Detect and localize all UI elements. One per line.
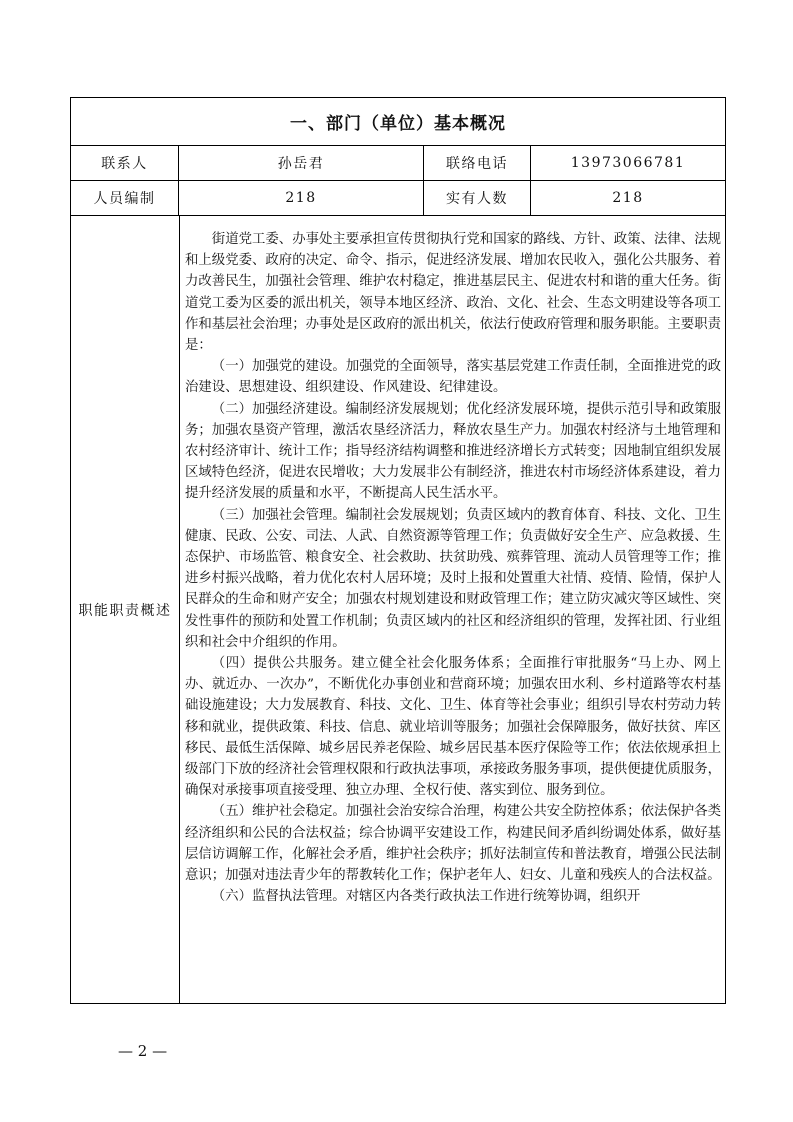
duties-paragraph: 街道党工委、办事处主要承担宣传贯彻执行党和国家的路线、方针、政策、法律、法规和上级党委、政府的决定、命令、指示，促进经济发展、增加农民收入，强化公共服务、着力改善民生，加强社会管理、维护农村稳定，推进基层民主、促进农村和谐的重大任务。街道党工委为区委的派出机关，领导本地区经济、政治、文化、社会、生态文明建设等各项工作和基层社会治理；办事处是区政府的派出机关，依法行使政府管理和服务职能。主要职责是： — [185, 232, 721, 354]
contact-row — [71, 146, 725, 181]
duties-label: 职能职责概述 — [71, 216, 180, 1003]
staff-value: 218 — [179, 181, 424, 215]
contact-value: 孙岳君 — [179, 146, 424, 180]
contact-label: 联系人 — [71, 146, 179, 180]
info-table — [70, 97, 726, 1004]
actual-value: 218 — [612, 190, 644, 206]
duties-paragraph: （五）维护社会稳定。加强社会治安综合治理，构建公共安全防控体系；依法保护各类经济组织和公民的合法权益；综合协调平安建设工作，构建民间矛盾纠纷调处体系，做好基层信访调解工作，化解社会矛盾，维护社会秩序；抓好法制宣传和普法教育，增强公民法制意识；加强对违法青少年的帮教转化工作；保护老年人、妇女、儿童和残疾人的合法权益。 — [185, 804, 721, 884]
duties-paragraph: （二）加强经济建设。编制经济发展规划；优化经济发展环境，提供示范引导和政策服务；加强农垦资产管理，激活农垦经济活力，释放农垦生产力。加强农村经济与土地管理和农村经济审计、统计工作；指导经济结构调整和推进经济增长方式转变；因地制宜组织发展区域特色经济，促进农民增收；大力发展非公有制经济，推进农村市场经济体系建设，着力提升经济发展的质量和水平，不断提高人民生活水平。 — [185, 401, 721, 502]
duties-paragraph: （四）提供公共服务。建立健全社会化服务体系；全面推行审批服务“马上办、网上办、就近办、一次办”，不断优化办事创业和营商环境；加强农田水利、乡村道路等农村基础设施建设；大力发展教育、科技、文化、卫生、体育等社会事业；组织引导农村劳动力转移和就业，提供政策、科技、信息、就业培训等服务；加强社会保障服务，做好扶贫、库区移民、最低生活保障、城乡居民养老保险、城乡居民基本医疗保险等工作；依法依规承担上级部门下放的经济社会管理权限和行政执法事项，承接政务服务事项，提供便捷优质服务，确保对承接事项直接受理、独立办理、全权行使、落实到位、服务到位。 — [185, 656, 721, 799]
duties-paragraph: （三）加强社会管理。编制社会发展规划；负责区域内的教育体育、科技、文化、卫生健康、民政、公安、司法、人武、自然资源等管理工作；负责做好安全生产、应急救援、生态保护、市场监管、粮食安全、社会救助、扶贫助残、殡葬管理、流动人员管理等工作；推进乡村振兴战略，着力优化农村人居环境；及时上报和处置重大社情、疫情、险情，保护人民群众的生命和财产安全；加强农村规划建设和财政管理工作；建立防灾减灾等区域性、突发性事件的预防和处置工作机制；负责区域内的社区和经济组织的管理，发挥社团、行业组织和社会中介组织的作用。 — [185, 507, 721, 650]
page-number: — 2 — — [118, 1042, 168, 1060]
duties-row — [71, 216, 725, 1003]
duties-text — [179, 216, 725, 1003]
phone-value: 13973066781 — [570, 155, 686, 171]
staff-row — [71, 181, 725, 216]
table-title: 一、部门（单位）基本概况 — [290, 114, 506, 134]
table-title-row — [71, 98, 725, 146]
staff-label: 人员编制 — [71, 181, 179, 215]
actual-label: 实有人数 — [424, 181, 531, 215]
duties-paragraph: （一）加强党的建设。加强党的全面领导，落实基层党建工作责任制，全面推进党的政治建设、思想建设、组织建设、作风建设、纪律建设。 — [185, 359, 721, 396]
duties-paragraph: （六）监督执法管理。对辖区内各类行政执法工作进行统筹协调，组织开 — [211, 889, 641, 905]
phone-label: 联络电话 — [424, 146, 531, 180]
